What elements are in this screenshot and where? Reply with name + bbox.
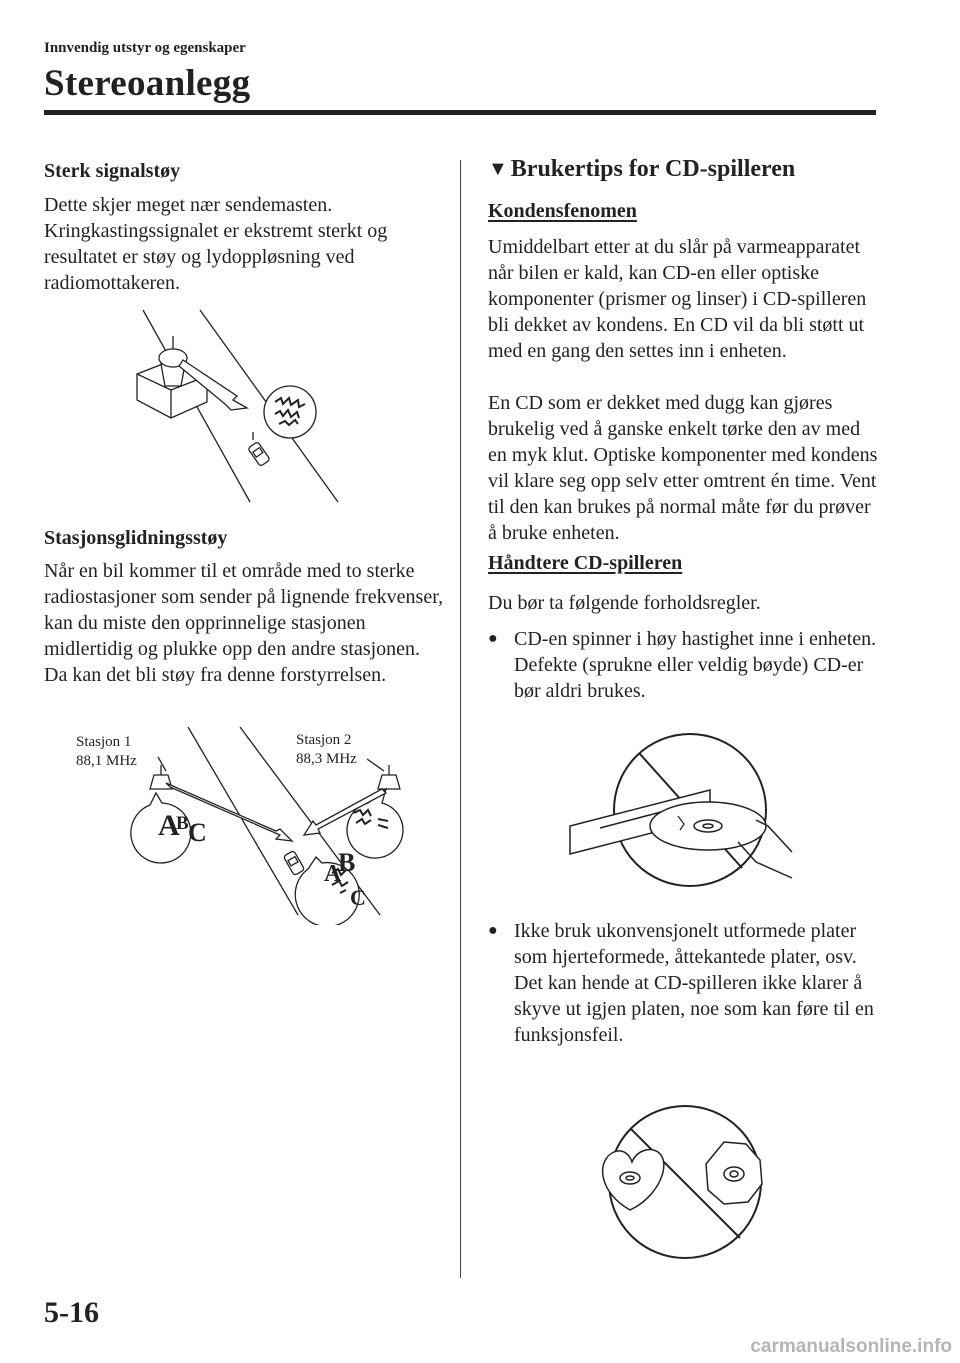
abc-letter-c: C — [188, 818, 207, 847]
station1-freq: 88,1 MHz — [76, 753, 137, 769]
station1-name: Stasjon 1 — [76, 734, 132, 750]
station-noise-illustration — [70, 725, 420, 925]
bullet-text-2: Ikke bruk ukonvensjonelt utformede plater som hjerteformede, åttekantede plater, osv. Det kan hende at CD-spilleren ikke klarer å skyve ut igjen platen, noe som kan føre til en funksjonsfeil. — [514, 920, 874, 1046]
noise-bubble — [264, 386, 316, 438]
car — [248, 442, 270, 467]
cd-disc — [650, 802, 766, 850]
page-number: 5-16 — [44, 1296, 99, 1329]
condensation-heading: Kondensfenomen — [488, 200, 637, 222]
list-item — [488, 626, 880, 704]
mixed-letter-b: B — [338, 848, 356, 877]
handling-heading: Håndtere CD-spilleren — [488, 552, 683, 574]
strong-noise-text: Dette skjer meget nær sendemasten. Kringkastingssignalet er ekstremt sterkt og resultatet er støy og lydoppløsning ved radiomottakeren. — [44, 194, 388, 294]
abc-letter-b: B — [176, 813, 189, 834]
mixed-letter-a: A — [324, 861, 342, 887]
station-noise-text: Når en bil kommer til et område med to sterke radiostasjoner som sender på lignende frekvenser, kan du miste den opprinnelige stasjonen midlertidig og plukke opp den andre stasjonen. Da kan det bli støy fra denne forstyrrelsen. — [44, 560, 444, 686]
bullet-text-1: CD-en spinner i høy hastighet inne i enheten. Defekte (sprukne eller veldig bøyde) CD-er bør aldri brukes. — [514, 628, 877, 702]
column-divider — [460, 160, 461, 1278]
station2-freq: 88,3 MHz — [296, 751, 357, 767]
abc-letter-a: A — [158, 809, 180, 842]
car — [283, 850, 304, 875]
bullet-icon: ● — [488, 922, 498, 939]
strong-signal-illustration — [125, 302, 355, 507]
strong-noise-heading: Sterk signalstøy — [44, 160, 181, 182]
heading-marker-icon: ▼ — [488, 158, 508, 180]
page-title: Stereoanlegg — [44, 63, 251, 104]
header-divider — [44, 110, 876, 115]
cd-tips-heading — [488, 156, 795, 183]
bullet-icon: ● — [488, 630, 498, 647]
cd-tips-heading-text: Brukertips for CD-spilleren — [510, 156, 796, 182]
no-odd-shape-discs-illustration — [590, 1100, 780, 1270]
list-item — [488, 918, 880, 1048]
section-title: Innvendig utstyr og egenskaper — [44, 40, 246, 56]
watermark: carmanualsonline.info — [750, 1336, 952, 1357]
condensation-text-2: En CD som er dekket med dugg kan gjøres brukelig ved å ganske enkelt tørke den av med en myk klut. Optiske komponenter med kondens vil klare seg opp selv etter omtrent én time. Vent til den kan brukes på normal måte før du prøver å bruke enheten. — [488, 392, 878, 544]
no-damaged-cd-illustration — [560, 728, 800, 898]
handling-intro: Du bør ta følgende forholdsregler. — [488, 592, 761, 614]
station2-name: Stasjon 2 — [296, 732, 352, 748]
condensation-text-1: Umiddelbart etter at du slår på varmeapparatet når bilen er kald, kan CD-en eller optiske komponenter (prismer og linser) i CD-spilleren bli dekket av kondens. En CD vil da bli støtt ut med en gang den settes inn i enheten. — [488, 236, 867, 362]
station-noise-heading: Stasjonsglidningsstøy — [44, 527, 228, 549]
mixed-letter-c: C — [350, 885, 366, 910]
